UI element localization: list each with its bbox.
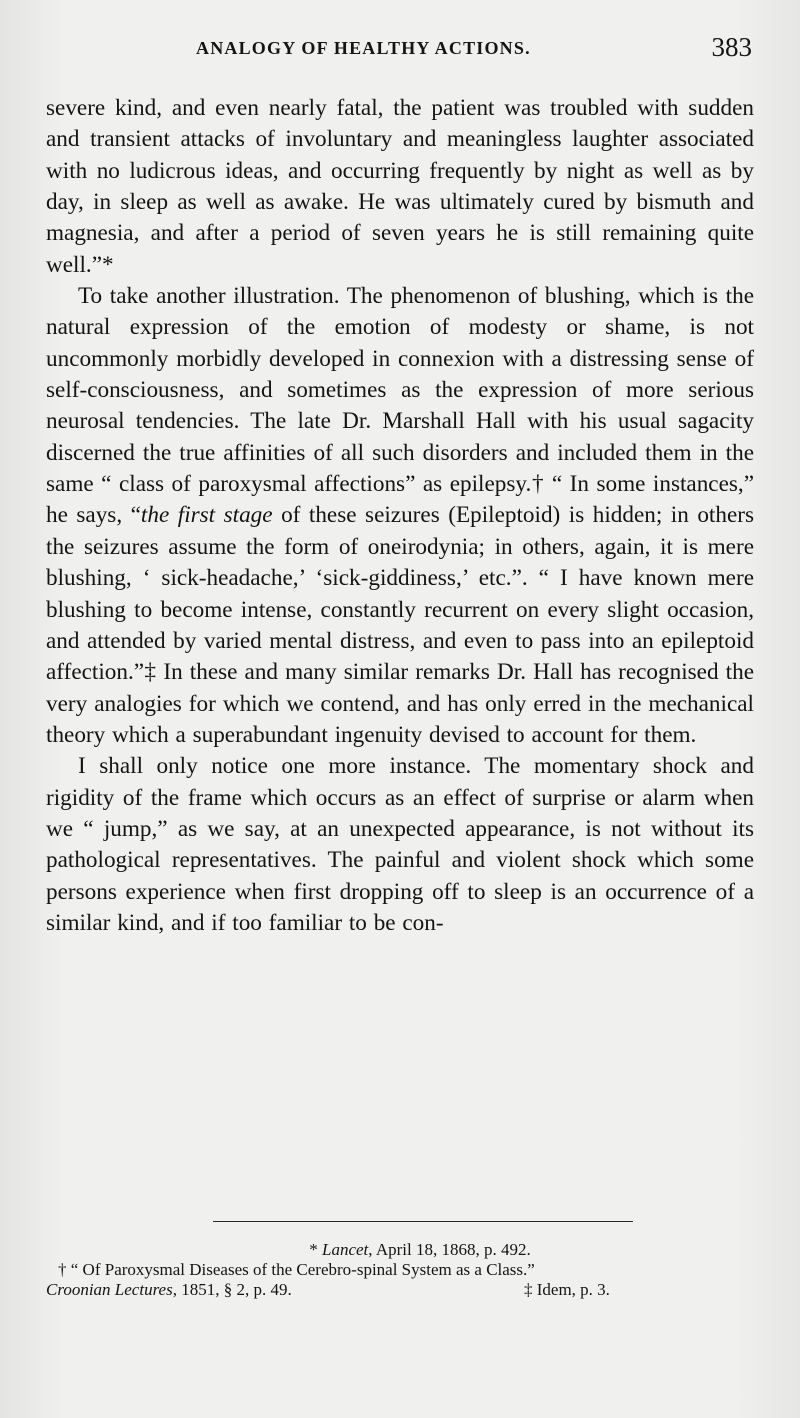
- footnote-asterisk-source: Lancet: [322, 1240, 369, 1259]
- paragraph-1-text: severe kind, and even nearly fatal, the patient was troubled with sudden and transient attacks of involuntary and meaningless laughter associated with no ludicrous ideas, and occurring frequently by night as well as by day, in sleep as well as awake. He was ultimately cured by bismuth and magnesia, and after a period of seven years he is still remaining quite well.”*: [46, 95, 754, 278]
- footnote-dagger-citation: [46, 1280, 292, 1300]
- footnote-asterisk-citation: , April 18, 1868, p. 492.: [368, 1240, 531, 1259]
- footnote-dagger-details: , 1851, § 2, p. 49.: [172, 1280, 292, 1299]
- page-header: [46, 32, 756, 72]
- paragraph-1: [46, 93, 754, 281]
- footnote-dagger-continued: [46, 1280, 754, 1302]
- footnotes: [46, 1240, 754, 1302]
- footnote-dagger: † “ Of Paroxysmal Diseases of the Cerebro-spinal System as a Class.”: [58, 1260, 535, 1279]
- paragraph-3: [46, 751, 754, 939]
- paragraph-2-text-start: To take another illustration. The phenomenon of blushing, which is the natural expression of the emotion of modesty or shame, is not uncommonly morbidly developed in connexion with a distressing sense of self-consciousness, and sometimes as the expression of more serious neurosal tendencies. The late Dr. Marshall Hall with his usual sagacity discerned the true affinities of all such disorders and included them in the same “ class of paroxysmal affections” as epilepsy.† “ In some instances,” he says, “: [46, 283, 754, 529]
- paragraph-2-italic-phrase: the first stage: [140, 502, 273, 529]
- page-number: 383: [711, 32, 752, 62]
- footnote-asterisk-marker: *: [309, 1240, 322, 1259]
- footnote-dagger-source: Croonian Lectures: [46, 1280, 173, 1299]
- footnote-asterisk: [46, 1240, 754, 1260]
- paragraph-2: [46, 281, 754, 751]
- body-text: [46, 93, 754, 939]
- footnote-double-dagger: ‡ Idem, p. 3.: [524, 1280, 610, 1299]
- paragraph-3-text: I shall only notice one more instance. The momentary shock and rigidity of the frame which occurs as an effect of surprise or alarm when we “ jump,” as we say, at an unexpected appearance, is not without its pathological representatives. The painful and violent shock which some persons experience when first dropping off to sleep is an occurrence of a similar kind, and if too familiar to be con-: [46, 753, 754, 936]
- running-title: ANALOGY OF HEALTHY ACTIONS.: [196, 38, 531, 58]
- footnote-rule: [213, 1221, 633, 1222]
- paragraph-2-text-end: of these seizures (Epileptoid) is hidden; in others the seizures assume the form of oneirodynia; in others, again, it is mere blushing, ‘ sick-headache,’ ‘sick-giddiness,’ etc.”. “ I have known mere blushing to become intense, constantly recurrent on every slight occasion, and attended by varied mental distress, and even to pass into an epileptoid affection.”‡ In these and many similar remarks Dr. Hall has recognised the very analogies for which we contend, and has only erred in the mechanical theory which a superabundant ingenuity devised to account for them.: [46, 502, 754, 748]
